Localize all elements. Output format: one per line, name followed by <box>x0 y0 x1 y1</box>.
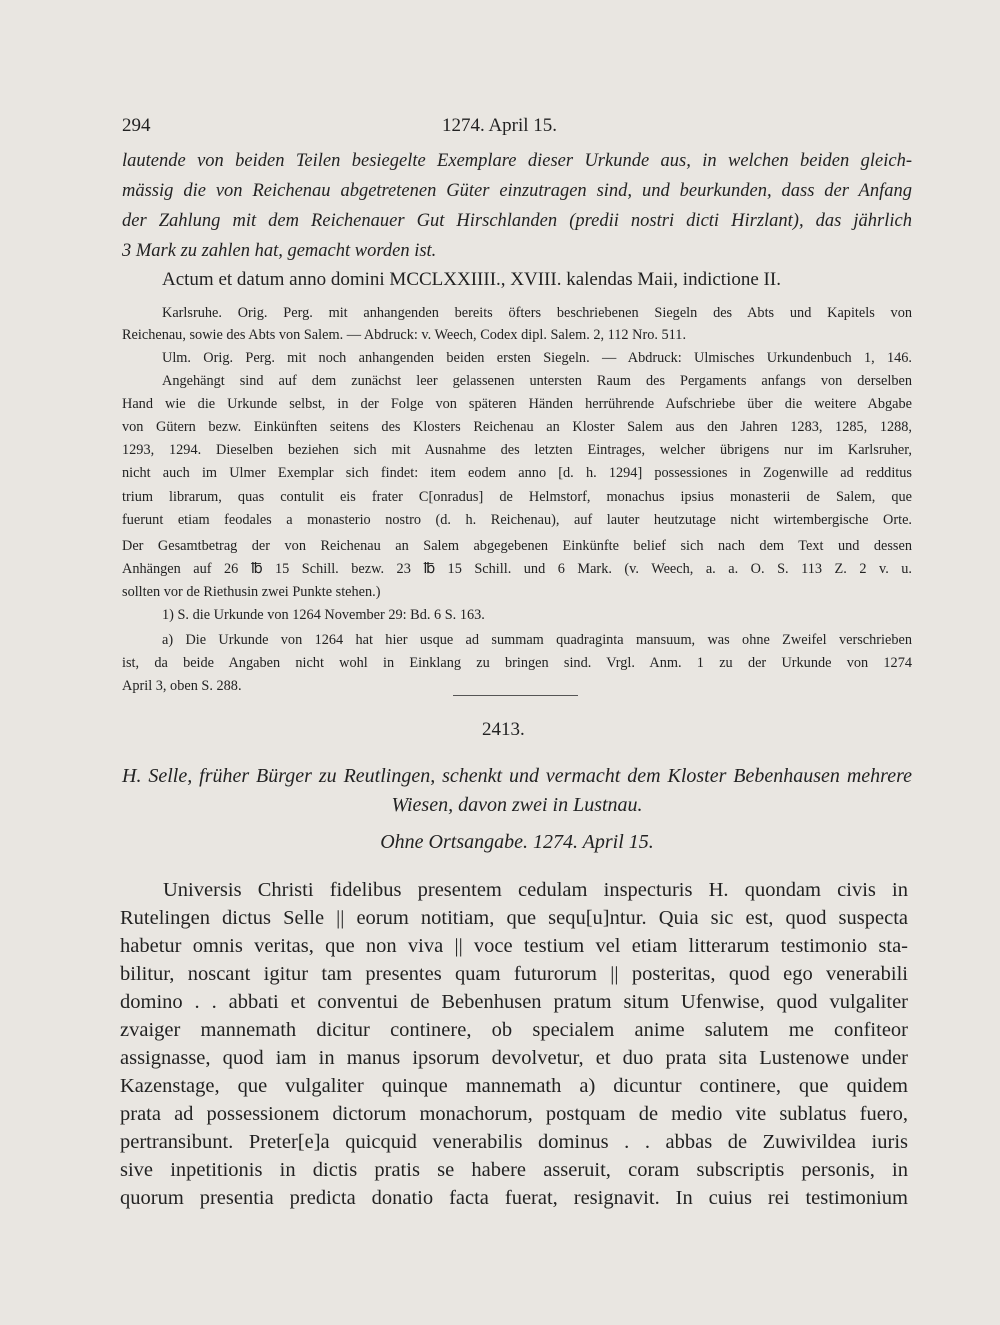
preceding-line: lautende von beiden Teilen besiegelte Exemplare dieser Urkunde aus, in welchen beiden gleich- <box>122 151 912 171</box>
regest-line: H. Selle, früher Bürger zu Reutlingen, schenkt und vermacht dem Kloster Bebenhausen mehrere <box>122 765 912 787</box>
charter-line: pertransibunt. Preter[e]a quicquid venerabilis dominus . . abbas de Zuwivildea iuris <box>120 1131 908 1153</box>
actum-line: Actum et datum anno domini MCCLXXIIII., XVIII. kalendas Maii, indictione II. <box>162 269 781 290</box>
charter-line: sive inpetitionis in dictis pratis se habere asseruit, coram subscriptis personis, in <box>120 1159 908 1181</box>
charter-line: Kazenstage, que vulgaliter quinque mannemath a) dicuntur continere, que quidem <box>120 1075 908 1097</box>
note-line: Ulm. Orig. Perg. mit noch anhangenden beiden ersten Siegeln. — Abdruck: Ulmisches Urkundenbuch 1, 146. <box>162 350 912 366</box>
note-line: Der Gesamtbetrag der von Reichenau an Salem abgegebenen Einkünfte belief sich nach dem Text und dessen <box>122 538 912 554</box>
regest-line: Wiesen, davon zwei in Lustnau. <box>391 794 643 816</box>
charter-line: quorum presentia predicta donatio facta fuerat, resignavit. In cuius rei testimonium <box>120 1187 908 1209</box>
note-line: Hand wie die Urkunde selbst, in der Folge von späteren Händen herrührende Aufschriebe über die weitere Abgabe <box>122 396 912 412</box>
page-number: 294 <box>122 115 151 136</box>
footnote-a: a) Die Urkunde von 1264 hat hier usque ad summam quadraginta mansuum, was ohne Zweifel verschrieben <box>162 632 912 648</box>
preceding-line: der Zahlung mit dem Reichenauer Gut Hirschlanden (predii nostri dicti Hirzlant), das jährlich <box>122 211 912 231</box>
note-line: Angehängt sind auf dem zunächst leer gelassenen untersten Raum des Pergaments anfangs von derselben <box>162 373 912 389</box>
dateline: Ohne Ortsangabe. 1274. April 15. <box>380 831 654 853</box>
note-line: Karlsruhe. Orig. Perg. mit anhangenden bereits öfters beschriebenen Siegeln des Abts und Kapitels von <box>162 305 912 321</box>
footnote-a: April 3, oben S. 288. <box>122 678 242 694</box>
separator-rule <box>453 695 578 696</box>
charter-line: domino . . abbati et conventui de Bebenhusen pratum situm Ufenwise, quod vulgaliter <box>120 991 908 1013</box>
charter-line: assignasse, quod iam in manus ipsorum devolvetur, et duo prata sita Lustenowe under <box>120 1047 908 1069</box>
running-title: 1274. April 15. <box>442 115 558 136</box>
footnote-1: 1) S. die Urkunde von 1264 November 29: Bd. 6 S. 163. <box>162 607 485 623</box>
preceding-line: 3 Mark zu zahlen hat, gemacht worden ist. <box>122 241 437 261</box>
charter-line: bilitur, noscant igitur tam presentes quam futurorum || posteritas, quod ego venerabili <box>120 963 908 985</box>
note-line: trium librarum, quas contulit eis frater C[onradus] de Helmstorf, monachus ipsius monasterii de Salem, que <box>122 489 912 505</box>
charter-line: zvaiger mannemath dicitur continere, ob specialem anime salutem me confiteor <box>120 1019 908 1041</box>
charter-line: Universis Christi fidelibus presentem cedulam inspecturis H. quondam civis in <box>163 879 908 901</box>
note-line: sollten vor de Riethusin zwei Punkte stehen.) <box>122 584 381 600</box>
note-line: nicht auch im Ulmer Exemplar sich findet: item eodem anno [d. h. 1294] possessiones in Zogenwille ad redditus <box>122 465 912 481</box>
preceding-line: mässig die von Reichenau abgetretenen Güter einzutragen sind, und beurkunden, dass der Anfang <box>122 181 912 201</box>
footnote-a: ist, da beide Angaben nicht wohl in Einklang zu bringen sind. Vrgl. Anm. 1 zu der Urkunde von 1274 <box>122 655 912 671</box>
charter-line: habetur omnis veritas, que non viva || voce testium vel etiam litterarum testimonio sta- <box>120 935 908 957</box>
note-line: Reichenau, sowie des Abts von Salem. — Abdruck: v. Weech, Codex dipl. Salem. 2, 112 Nro. 511. <box>122 327 687 343</box>
note-line: Anhängen auf 26 ℔ 15 Schill. bezw. 23 ℔ 15 Schill. und 6 Mark. (v. Weech, a. a. O. S. 113 Z. 2 v. u. <box>122 561 912 577</box>
charter-line: Rutelingen dictus Selle || eorum notitiam, que sequ[u]ntur. Quia sic est, quod suspecta <box>120 907 908 929</box>
note-line: von Gütern bezw. Einkünften seitens des Klosters Reichenau an Kloster Salem aus den Jahren 1283, 1285, 1288, <box>122 419 912 435</box>
charter-line: prata ad possessionem dictorum monachorum, postquam de medio vite sublatus fuero, <box>120 1103 908 1125</box>
note-line: fuerunt etiam feodales a monasterio nostro (d. h. Reichenau), auf lauter heutzutage nicht wirtembergische Orte. <box>122 512 912 528</box>
note-line: 1293, 1294. Dieselben beziehen sich mit Ausnahme des letzten Eintrages, welcher übrigens nur im Karlsruher, <box>122 442 912 458</box>
entry-number: 2413. <box>482 719 525 740</box>
